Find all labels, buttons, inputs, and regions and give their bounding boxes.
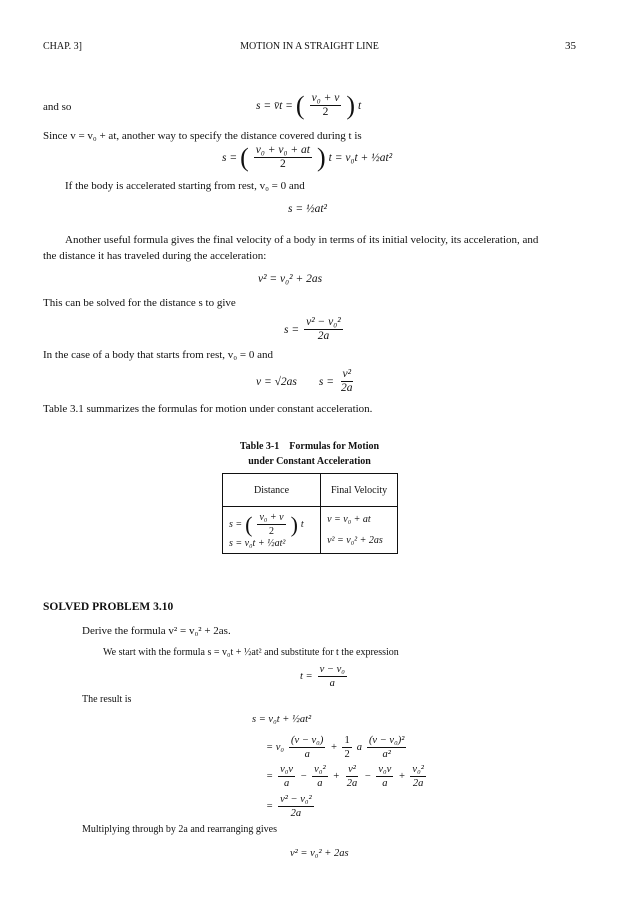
running-title: MOTION IN A STRAIGHT LINE	[240, 41, 379, 52]
table-caption-line1: Table 3-1 Formulas for Motion	[239, 441, 380, 452]
operator: +	[330, 742, 338, 753]
term: = v₀	[266, 742, 285, 753]
numerator: v² − v₀²	[280, 794, 312, 805]
derivation-line3	[266, 763, 428, 790]
denominator: 2a	[317, 330, 330, 342]
solution-start: We start with the formula s = v₀t + ½at² and substitute for t the expression	[103, 647, 399, 658]
denominator: a	[317, 778, 323, 789]
numerator: v₀ + v	[311, 92, 340, 104]
numerator: v₀ + v	[259, 512, 284, 523]
denominator: 2a	[412, 778, 424, 789]
paragraph-from-rest-2: In the case of a body that starts from rest, v₀ = 0 and	[43, 349, 273, 361]
operator: −	[364, 771, 372, 782]
denominator: a	[329, 678, 335, 689]
numerator: v₀²	[314, 764, 326, 775]
denominator: a²	[382, 749, 391, 760]
numerator: 1	[344, 735, 350, 746]
table-caption-line2: under Constant Acceleration	[248, 456, 371, 467]
numerator: v − v₀	[319, 664, 345, 675]
denominator: 2	[322, 106, 329, 118]
numerator: v₀v	[280, 764, 294, 775]
equation-v-squared: v² = v₀² + 2as	[258, 273, 323, 285]
paragraph-since: Since v = v₀ + at, another way to specify the distance covered during t is	[43, 130, 362, 142]
fraction-term	[278, 763, 295, 790]
denominator: 2	[280, 158, 286, 170]
paragraph-solved-for-s: This can be solved for the distance s to give	[43, 297, 236, 309]
denominator: 2	[344, 749, 350, 760]
equation-v-sqrt: v = √2as	[256, 375, 297, 388]
numerator: v₀v	[378, 764, 392, 775]
term: a	[356, 742, 362, 753]
derivation-line2	[266, 734, 408, 761]
eq-lhs: s =	[229, 519, 243, 530]
operator: =	[266, 801, 274, 812]
fraction-term	[410, 763, 425, 790]
formulas-table	[222, 473, 398, 554]
derivation-line4	[266, 793, 316, 820]
equation-average-velocity: s = v̄t = ( $\frac{\text{v₀ + v}}{2}$ ) t	[256, 90, 362, 120]
equation-from-rest	[256, 368, 357, 395]
page-number: 35	[565, 40, 576, 52]
numerator: (v − v₀)	[291, 735, 324, 746]
numerator: (v − v₀)²	[368, 735, 405, 746]
distance-eq1: s = ( $\frac{\text{v₀ + v}}{2}$ ) t	[229, 511, 304, 537]
numerator: v² − v₀²	[306, 316, 341, 328]
paragraph-another-formula-1: Another useful formula gives the final velocity of a body in terms of its initial velocity, its acceleration, and	[65, 234, 539, 246]
header-distance: Distance	[223, 474, 321, 507]
equation-distance: s = ( $\frac{\text{v₀ + v₀ + at}}{2}$ ) t = v₀t + ½at²	[222, 142, 393, 172]
eq-lhs: s = v̄t =	[256, 99, 293, 112]
distance-eq2: s = v₀t + ½at²	[229, 538, 286, 549]
denominator: 2	[269, 526, 275, 537]
fraction-term	[376, 763, 393, 790]
numerator: v²	[348, 764, 356, 775]
velocity-eq2: v² = v₀² + 2as	[327, 535, 383, 546]
denominator: 2a	[346, 778, 358, 789]
eq-tail: t	[357, 99, 362, 112]
eq-lhs: t =	[300, 671, 313, 682]
distance-cell	[223, 507, 321, 554]
header-final-velocity: Final Velocity	[321, 474, 398, 507]
denominator: 2a	[341, 382, 353, 394]
velocity-eq1: v = v₀ + at	[327, 514, 371, 525]
equation-half-at2: s = ½at²	[288, 203, 328, 215]
equation-s-solved	[284, 316, 345, 343]
paragraph-from-rest: If the body is accelerated starting from rest, v₀ = 0 and	[65, 180, 305, 192]
eq-tail: t = v₀t + ½at²	[328, 151, 393, 164]
derivation-line1: s = v₀t + ½at²	[252, 714, 312, 725]
result-label: The result is	[82, 694, 132, 705]
denominator: a	[304, 749, 310, 760]
numerator: v₀ + v₀ + at	[255, 144, 310, 156]
paragraph-table-ref: Table 3.1 summarizes the formulas for motion under constant acceleration.	[43, 403, 373, 415]
fraction-term	[345, 763, 360, 790]
numerator: v₀²	[412, 764, 424, 775]
and-so-text: and so	[43, 101, 72, 113]
operator: −	[300, 771, 308, 782]
eq-lhs: s =	[222, 151, 238, 164]
operator: =	[266, 771, 274, 782]
problem-statement: Derive the formula v² = v₀² + 2as.	[82, 625, 231, 637]
fraction-term	[312, 763, 327, 790]
paragraph-another-formula-2: the distance it has traveled during the acceleration:	[43, 250, 267, 262]
numerator: v²	[342, 368, 352, 380]
eq-lhs: s =	[318, 375, 335, 388]
operator: +	[332, 771, 340, 782]
equation-t	[300, 663, 349, 690]
denominator: a	[382, 778, 388, 789]
denominator: 2a	[290, 808, 302, 819]
operator: +	[398, 771, 406, 782]
solved-problem-title: SOLVED PROBLEM 3.10	[43, 601, 174, 613]
velocity-cell	[321, 507, 398, 554]
final-equation: v² = v₀² + 2as	[290, 848, 349, 859]
chapter-label: CHAP. 3]	[43, 41, 82, 52]
multiplying-text: Multiplying through by 2a and rearranging gives	[82, 824, 277, 835]
eq-lhs: s =	[284, 323, 300, 336]
eq-tail: t	[300, 519, 304, 530]
denominator: a	[283, 778, 290, 789]
